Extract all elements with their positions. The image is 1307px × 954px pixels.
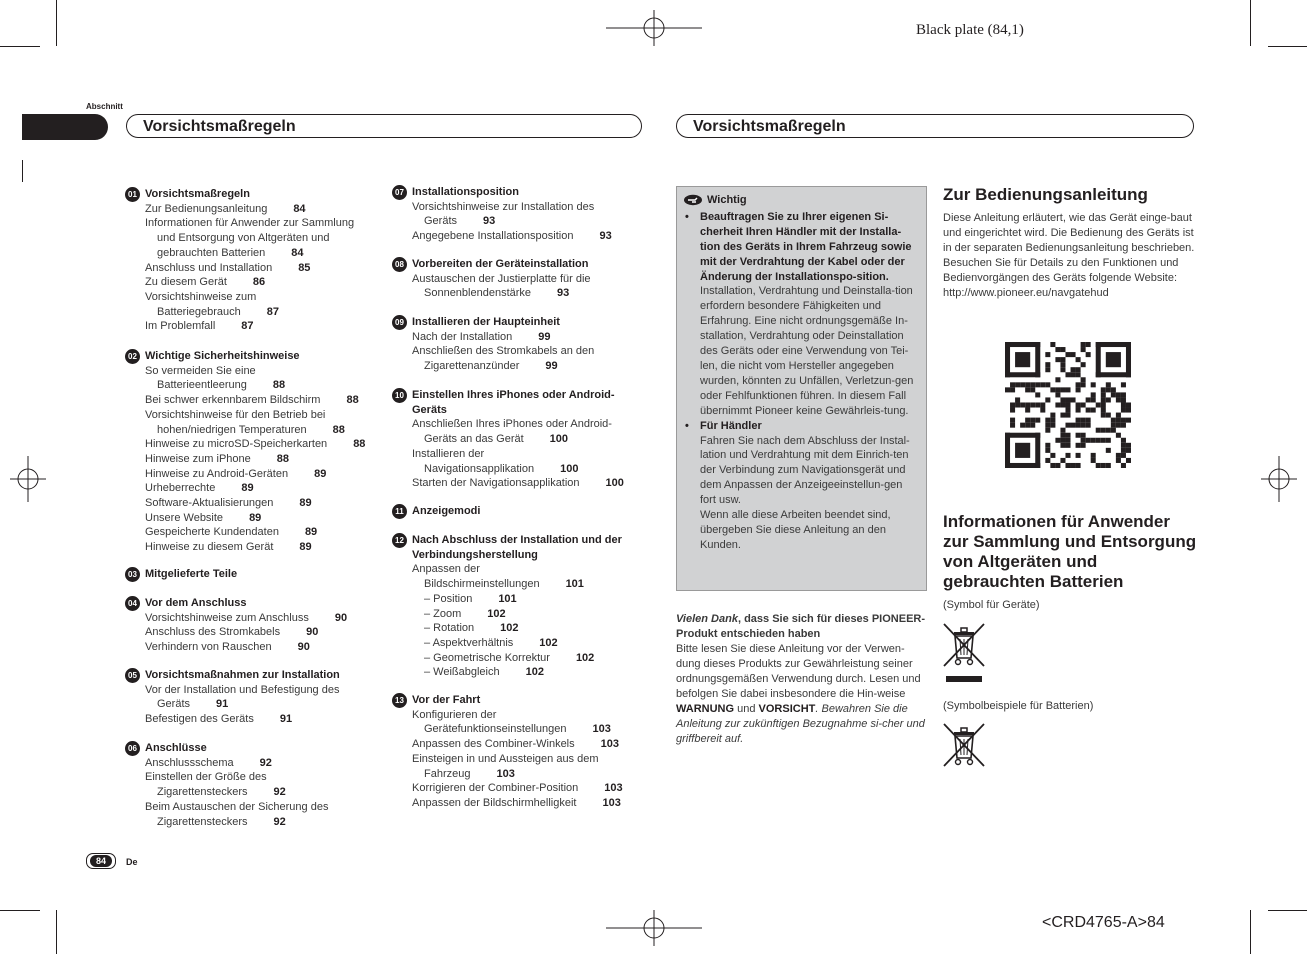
toc-entry[interactable] (145, 481, 380, 496)
toc-page-number: 90 (297, 641, 310, 654)
toc-heading[interactable] (128, 668, 380, 683)
toc-entry[interactable] (145, 378, 380, 393)
toc-entry[interactable] (145, 800, 380, 815)
toc-entry[interactable] (145, 202, 380, 217)
toc-entry-text: Batteriegebrauch (157, 305, 241, 318)
toc-section (395, 315, 647, 374)
section-number-badge: 04 (125, 596, 140, 611)
toc-entry-text: Anschluss des Stromkabels (145, 626, 281, 639)
toc-page-number: 92 (273, 786, 286, 799)
crop-mark (1250, 0, 1251, 46)
toc-entry-text: Informationen für Anwender zur Sammlung (145, 217, 355, 230)
heading-user-guide: Zur Bedienungsanleitung (943, 185, 1148, 204)
toc-entry-text: Einsteigen in und Aussteigen aus dem (412, 752, 599, 765)
toc-page-number: 88 (353, 438, 366, 451)
toc-entry-text: Hinweise zu diesem Gerät (145, 541, 274, 554)
toc-entry-text: Angegebene Installationsposition (412, 230, 574, 243)
toc-entry-text: Geräts (424, 215, 458, 228)
toc-entry-text: Batterieentleerung (157, 379, 247, 392)
important-title: Wichtig (683, 193, 920, 208)
toc-entry-text: hohen/niedrigen Temperaturen (157, 423, 307, 436)
toc-page-number: 89 (304, 526, 318, 539)
toc-entry[interactable] (412, 476, 647, 491)
toc-entry[interactable] (145, 640, 380, 655)
toc-entry[interactable] (145, 683, 380, 698)
toc-page-number: 103 (600, 738, 619, 751)
crop-mark (22, 160, 23, 182)
section-number-badge: 01 (125, 187, 140, 202)
toc-heading-text: Geräts (412, 403, 447, 416)
toc-heading-text: Anschlüsse (145, 742, 207, 754)
page-number: 84 (90, 855, 112, 867)
toc-entry[interactable] (412, 200, 647, 215)
toc-entry[interactable] (145, 364, 380, 379)
toc-page-number: 103 (592, 723, 611, 736)
toc-entry-text: Bildschirmeinstellungen (424, 578, 540, 591)
important-box (676, 186, 927, 591)
toc-entry-text: Hinweise zu Android-Geräten (145, 467, 289, 480)
toc-heading[interactable] (128, 596, 380, 611)
toc-heading[interactable] (395, 388, 647, 417)
toc-page-number: 89 (299, 497, 312, 510)
toc-heading-text: Vor dem Anschluss (145, 597, 247, 609)
toc-entry-text: – Position (424, 592, 473, 605)
toc-page-number: 87 (241, 320, 254, 333)
toc-entry-text: Anschließen des Stromkabels an den (412, 345, 595, 358)
toc-section (395, 388, 647, 491)
toc-heading[interactable] (128, 741, 380, 756)
document-code: <CRD4765-A>84 (1042, 914, 1165, 931)
toc-heading-text: Installieren der Haupteinheit (412, 316, 560, 328)
toc-page-number: 88 (276, 452, 290, 465)
toc-entry-text: Anpassen der (412, 563, 480, 576)
section-number-badge: 06 (125, 741, 140, 756)
toc-entry[interactable] (412, 214, 647, 229)
toc-entry-text: So vermeiden Sie eine (145, 364, 256, 377)
page-title-right: Vorsichtsmaßregeln (676, 114, 1194, 138)
registration-mark (10, 456, 46, 502)
toc-section (395, 257, 647, 301)
toc-entry[interactable] (145, 437, 380, 452)
toc-entry-text: Zu diesem Gerät (145, 276, 227, 289)
toc-entry-text: Vorsichtshinweise für den Betrieb bei (145, 408, 326, 421)
toc-entry-text: Vorsichtshinweise zur Installation des (412, 200, 595, 213)
toc-page-number: 91 (216, 698, 229, 711)
toc-section (128, 567, 380, 582)
toc-entry[interactable] (412, 708, 647, 723)
toc-heading-text: Mitgelieferte Teile (145, 568, 238, 580)
toc-entry-text: Zigarettenanzünder (424, 360, 520, 373)
crop-mark (1268, 46, 1307, 47)
section-number-badge: 02 (125, 349, 140, 364)
toc-heading-text: Vorbereiten der Geräteinstallation (412, 258, 589, 270)
toc-page-number: 90 (306, 626, 319, 639)
toc-entry[interactable] (145, 305, 380, 320)
toc-entry[interactable] (412, 330, 647, 345)
symbol-batteries-label: (Symbolbeispiele für Batterien) (943, 700, 1094, 712)
crop-mark (56, 910, 57, 954)
toc-entry-text: Fahrzeug (424, 767, 471, 780)
toc-entry[interactable] (412, 607, 647, 622)
toc-entry[interactable] (145, 815, 380, 830)
toc-entry-text: Verhindern von Rauschen (145, 641, 272, 654)
section-number-badge: 10 (392, 388, 407, 403)
toc-entry[interactable] (412, 462, 647, 477)
toc-page-number: 101 (565, 578, 584, 591)
toc-entry-text: Vorsichtshinweise zum Anschluss (145, 611, 309, 624)
toc-page-number: 93 (483, 215, 496, 228)
toc-page-number: 103 (496, 767, 515, 780)
toc-page-number: 99 (545, 360, 558, 373)
user-guide-paragraph: Diese Anleitung erläutert, wie das Gerät einge-baut und eingerichtet wird. Die Bedienung des Geräts ist in der separaten Bedienungsanleitung beschrieben. Besuchen Sie für Details zu den Funktionen und Bedienvorgängen des Geräts folgende Website: http://www.pioneer.eu/navgatehud (943, 212, 1195, 299)
toc-entry-text: Geräts an das Gerät (424, 433, 524, 446)
toc-entry-text: gebrauchten Batterien (157, 246, 266, 259)
toc-page-number: 88 (332, 423, 345, 436)
toc-entry[interactable] (145, 625, 380, 640)
toc-entry-text: Korrigieren der Combiner-Position (412, 782, 579, 795)
toc-section (128, 668, 380, 727)
toc-entry[interactable] (412, 636, 647, 651)
toc-entry[interactable] (145, 319, 380, 334)
toc-entry-text: – Weißabgleich (424, 666, 500, 679)
toc-entry-text: Sonnenblendenstärke (424, 287, 532, 300)
toc-page-number: 89 (299, 541, 312, 554)
toc-page-number: 92 (259, 756, 272, 769)
toc-heading-text: Vorsichtsmaßnahmen zur Installation (145, 669, 340, 681)
crop-mark (1250, 910, 1251, 954)
toc-heading-text: Wichtige Sicherheitshinweise (145, 350, 300, 362)
toc-entry[interactable] (412, 417, 647, 432)
toc-entry[interactable] (412, 592, 647, 607)
toc-entry-text: – Zoom (424, 607, 462, 620)
toc-entry-text: Zigarettensteckers (157, 815, 248, 828)
toc-heading[interactable] (128, 187, 380, 202)
toc-entry[interactable] (145, 467, 380, 482)
toc-entry[interactable] (412, 621, 647, 636)
toc-heading-text: Vor der Fahrt (412, 694, 481, 706)
website-link[interactable]: http://www.pioneer.eu/navgatehud (943, 287, 1109, 299)
toc-entry[interactable] (412, 781, 647, 796)
toc-section (395, 504, 647, 519)
registration-mark (606, 10, 702, 46)
toc-heading[interactable] (395, 315, 647, 330)
toc-entry[interactable] (145, 712, 380, 727)
hand-icon (683, 194, 703, 206)
qr-code-icon (1005, 342, 1131, 468)
toc-entry[interactable] (145, 423, 380, 438)
toc-entry-text: Urheberrechte (145, 482, 216, 495)
toc-section (395, 185, 647, 244)
thanks-paragraph: Vielen Dank, dass Sie sich für dieses PIONEER-Produkt entschieden haben Bitte lesen Sie diese Anleitung vor der Verwen-dung dieses Produkts zur Gewährleistung seiner ordnungsgemäßen Verwendung durch. Lesen und befolgen Sie dabei insbesondere die Hin-weise WARNUNG und VORSICHT. Bewahren Sie die Anleitung zur zukünftigen Bezugnahme si-cher und griffbereit auf. (676, 613, 926, 745)
section-number-badge: 07 (392, 185, 407, 200)
toc-entry-text: Unsere Website (145, 511, 224, 524)
toc-section (128, 741, 380, 829)
section-number-badge: 13 (392, 693, 407, 708)
language-code: De (126, 857, 138, 867)
toc-entry[interactable] (145, 785, 380, 800)
toc-entry-text: Anpassen der Bildschirmhelligkeit (412, 796, 577, 809)
toc-page-number: 88 (272, 379, 286, 392)
toc-entry-text: Anschluss und Installation (145, 261, 273, 274)
toc-entry[interactable] (412, 447, 647, 462)
toc-entry[interactable] (412, 432, 647, 447)
toc-entry-text: Einstellen der Größe des (145, 771, 267, 784)
toc-entry-text: Beim Austauschen der Sicherung des (145, 800, 329, 813)
toc-entry-text: Starten der Navigationsapplikation (412, 477, 580, 490)
page-title-left: Vorsichtsmaßregeln (126, 114, 642, 138)
toc-entry[interactable] (412, 577, 647, 592)
toc-section (395, 533, 647, 680)
toc-page-number: 85 (298, 261, 311, 274)
toc-page-number: 103 (604, 782, 623, 795)
toc-heading[interactable] (128, 349, 380, 364)
toc-entry-text: Anschließen Ihres iPhones oder Android- (412, 418, 612, 431)
toc-entry-text: Software-Aktualisierungen (145, 497, 274, 510)
toc-entry-text: Hinweise zum iPhone (145, 452, 251, 465)
toc-entry-text: Austauschen der Justierplatte für die (412, 272, 591, 285)
toc-entry-text: Zur Bedienungsanleitung (145, 202, 268, 215)
toc-heading-text: Nach Abschluss der Installation und der (412, 534, 622, 546)
toc-entry[interactable] (412, 737, 647, 752)
toc-page-number: 103 (602, 796, 621, 809)
toc-entry[interactable] (145, 275, 380, 290)
section-tab (22, 114, 108, 140)
toc-entry-text: Im Problemfall (145, 320, 216, 333)
toc-section (128, 349, 380, 555)
toc-entry-text: Navigationsapplikation (424, 462, 535, 475)
toc-page-number: 102 (575, 651, 595, 664)
toc-page-number: 84 (291, 246, 304, 259)
toc-entry-text: Vorsichtshinweise zum (145, 290, 257, 303)
toc-heading[interactable] (395, 257, 647, 272)
section-number-badge: 09 (392, 315, 407, 330)
toc-entry[interactable] (412, 286, 647, 301)
crop-mark (0, 46, 40, 47)
toc-entry[interactable] (145, 756, 380, 771)
toc-entry-text: Hinweise zu microSD-Speicherkarten (145, 438, 328, 451)
toc-entry[interactable] (145, 216, 380, 231)
toc-entry-text: Gespeicherte Kundendaten (145, 526, 279, 539)
toc-entry-text: Installieren der (412, 447, 485, 460)
toc-entry[interactable] (145, 540, 380, 555)
toc-page-number: 92 (273, 815, 286, 828)
toc-heading-text: Anzeigemodi (412, 505, 481, 517)
toc-entry-text: – Rotation (424, 622, 475, 635)
toc-entry[interactable] (412, 665, 647, 680)
toc-entry[interactable] (412, 752, 647, 767)
toc-entry-text: Gerätefunktionseinstellungen (424, 723, 567, 736)
toc-entry[interactable] (145, 770, 380, 785)
toc-entry[interactable] (145, 511, 380, 526)
toc-entry-text: Zigarettensteckers (157, 786, 248, 799)
toc-entry-text: Vor der Installation und Befestigung des (145, 683, 340, 696)
toc-page-number: 100 (605, 477, 624, 490)
symbol-devices-label: (Symbol für Geräte) (943, 599, 1040, 611)
toc-entry[interactable] (145, 290, 380, 305)
toc-entry[interactable] (412, 651, 647, 666)
toc-entry[interactable] (145, 393, 380, 408)
toc-entry[interactable] (145, 611, 380, 626)
toc-entry[interactable] (145, 408, 380, 423)
toc-page-number: 99 (538, 330, 551, 343)
section-number-badge: 08 (392, 257, 407, 272)
toc-entry-text: Anpassen des Combiner-Winkels (412, 738, 575, 751)
toc-heading-text: Installationsposition (412, 186, 519, 198)
toc-heading[interactable] (395, 185, 647, 200)
toc-page-number: 86 (252, 276, 266, 289)
toc-page-number: 89 (314, 467, 327, 480)
toc-entry[interactable] (145, 261, 380, 276)
toc-page-number: 101 (498, 592, 517, 605)
toc-page-number: 93 (599, 230, 612, 243)
toc-heading-text: Verbindungsherstellung (412, 548, 538, 561)
toc-section (128, 187, 380, 334)
toc-page-number: 91 (279, 713, 293, 726)
toc-page-number: 87 (266, 305, 280, 318)
crossed-bin-icon (942, 622, 986, 684)
toc-section (395, 693, 647, 811)
crop-mark (0, 910, 40, 911)
toc-entry[interactable] (145, 452, 380, 467)
crop-mark (56, 0, 57, 46)
toc-page-number: 102 (539, 636, 558, 649)
toc-entry-text: Konfigurieren der (412, 708, 497, 721)
toc-page-number: 100 (549, 433, 569, 446)
toc-section (128, 596, 380, 655)
toc-entry[interactable] (145, 246, 380, 261)
toc-heading[interactable] (395, 533, 647, 562)
toc-entry[interactable] (145, 231, 380, 246)
toc-page-number: 89 (241, 482, 254, 495)
plate-label: Black plate (84,1) (916, 22, 1024, 38)
toc-entry[interactable] (145, 496, 380, 511)
toc-entry[interactable] (412, 722, 647, 737)
toc-entry-text: – Aspektverhältnis (424, 636, 514, 649)
crossed-bin-icon (942, 722, 986, 770)
toc-entry-text: – Geometrische Korrektur (424, 651, 550, 664)
toc-page-number: 84 (293, 202, 306, 215)
toc-entry-text: Geräts (157, 698, 191, 711)
toc-entry[interactable] (412, 796, 647, 811)
toc-page-number: 102 (525, 666, 544, 679)
toc-entry-text: Befestigen des Geräts (145, 713, 254, 726)
toc-entry[interactable] (412, 359, 647, 374)
registration-mark (606, 910, 702, 946)
toc-page-number: 102 (487, 607, 506, 620)
toc-page-number: 93 (557, 287, 570, 300)
section-number-badge: 03 (125, 567, 140, 582)
toc-entry-text: Bei schwer erkennbarem Bildschirm (145, 394, 321, 407)
toc-page-number: 100 (560, 462, 579, 475)
toc-entry-text: Nach der Installation (412, 330, 513, 343)
important-bullet: • Für Händler Fahren Sie nach dem Abschluss der Instal-lation und Verdrahtung mit dem Einrich-ten der Verbindung zum Navigationsgerät und dem Anpassen der Anzeigeeinstellun-gen fort usw. Wenn alle diese Arbeiten beendet sind, übergeben Sie diese Anleitung an den Kunden. (683, 419, 920, 553)
toc-entry[interactable] (412, 229, 647, 244)
section-number-badge: 11 (392, 504, 407, 519)
toc-page-number: 88 (346, 394, 359, 407)
toc-heading[interactable] (128, 567, 380, 582)
section-number-badge: 05 (125, 668, 140, 683)
toc-page-number: 89 (249, 511, 262, 524)
toc-entry[interactable] (145, 525, 380, 540)
toc-entry[interactable] (412, 562, 647, 577)
toc-entry[interactable] (412, 767, 647, 782)
toc-page-number: 102 (500, 622, 519, 635)
toc-heading[interactable] (395, 504, 647, 519)
toc-page-number: 90 (334, 611, 348, 624)
toc-entry-text: und Entsorgung von Altgeräten und (157, 232, 330, 245)
registration-mark (1261, 456, 1297, 502)
crop-mark (1268, 910, 1307, 911)
toc-heading-text: Vorsichtsmaßregeln (145, 188, 250, 200)
section-number-badge: 12 (392, 533, 407, 548)
toc-heading-text: Einstellen Ihres iPhones oder Android- (412, 389, 615, 401)
toc-entry[interactable] (412, 344, 647, 359)
toc-entry-text: Anschlussschema (145, 756, 234, 769)
toc-entry[interactable] (145, 697, 380, 712)
important-bullet: • Beauftragen Sie zu Ihrer eigenen Si-cherheit Ihren Händler mit der Installa-tion des Geräts in Ihrem Fahrzeug sowie mit der Verdrahtung der Kabel oder der Änderung der Installationspo-sition. Installation, Verdrahtung und Deinstalla-tion erfordern besondere Fähigkeiten und Erfahrung. Eine nicht ordnungsgemäße In-stallation, Verdrahtung oder Deinstallation des Geräts oder eine Verwendung von Tei-len, die nicht vom Hersteller angegeben wurden, könnten zu Unfällen, Verletzun-gen oder Fehlfunktionen führen. In diesem Fall übernimmt Pioneer keine Gewährleis-tung. (683, 210, 920, 419)
heading-disposal: Informationen für Anwender zur Sammlung und Entsorgung von Altgeräten und gebrauchten Batterien (943, 512, 1197, 591)
toc-entry[interactable] (412, 272, 647, 287)
section-label: Abschnitt (86, 102, 123, 111)
toc-heading[interactable] (395, 693, 647, 708)
